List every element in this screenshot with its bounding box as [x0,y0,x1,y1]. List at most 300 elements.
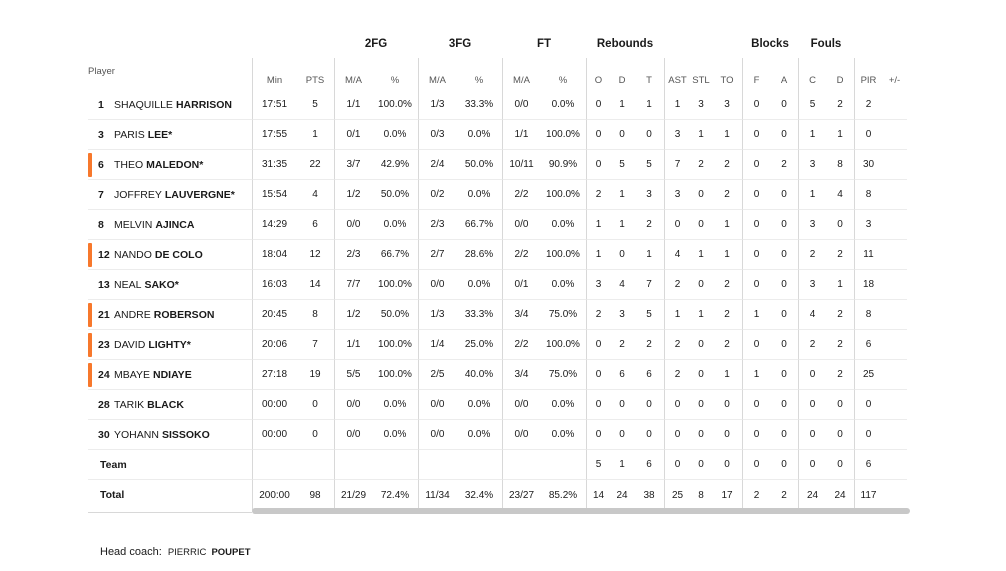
total-stat-ft_ma: 23/27 [502,480,540,510]
stat-pts: 14 [296,270,334,300]
player-number: 3 [98,128,104,141]
stat-fg2_ma: 0/0 [334,210,372,240]
stat-ft_ma: 2/2 [502,330,540,360]
column-header-foul_d: D [836,75,844,86]
stat-blk_f: 0 [742,150,770,180]
table-baseline [88,512,252,513]
stat-blk_a: 0 [770,390,798,420]
stat-fg3_ma: 0/0 [418,420,456,450]
horizontal-scrollbar[interactable] [252,508,910,514]
stat-min: 14:29 [252,210,296,240]
stat-reb_t: 2 [634,330,664,360]
stat-reb_o: 0 [586,120,610,150]
stat-to: 1 [712,240,742,270]
player-last-name: DE COLO [154,248,203,261]
column-header-fg2_ma: M/A [334,58,372,90]
player-last-name: ROBERSON [153,308,215,321]
stat-pm [882,120,907,150]
group-header-empty [854,38,907,58]
stat-min: 17:51 [252,90,296,120]
team-stat-fg2_pct [372,450,418,480]
stat-ft_ma: 0/0 [502,90,540,120]
stat-fg3_pct: 25.0% [456,330,502,360]
column-header-stl: STL [692,75,710,86]
stat-blk_f: 0 [742,90,770,120]
starter-indicator [88,243,92,267]
stat-ft_pct: 0.0% [540,390,586,420]
total-stat-pm [882,480,907,510]
stat-foul_d: 2 [826,300,854,330]
stat-blk_f: 0 [742,270,770,300]
stat-pir: 0 [854,390,882,420]
stat-fg2_ma: 1/2 [334,180,372,210]
stat-fg3_pct: 0.0% [456,120,502,150]
stat-blk_f: 0 [742,390,770,420]
stat-foul_d: 0 [826,420,854,450]
stat-foul_d: 2 [826,240,854,270]
stat-ft_pct: 0.0% [540,210,586,240]
player-number: 7 [98,188,104,201]
stat-blk_f: 0 [742,210,770,240]
stat-reb_d: 6 [610,360,634,390]
stat-foul_d: 1 [826,270,854,300]
stat-pir: 11 [854,240,882,270]
stat-ft_ma: 10/11 [502,150,540,180]
total-stat-reb_t: 38 [643,489,655,501]
player-name[interactable] [88,420,252,450]
stat-ft_pct: 100.0% [540,330,586,360]
column-header-to: TO [720,75,734,86]
player-name[interactable] [88,150,252,180]
column-header-ast: AST [664,58,690,90]
player-name[interactable] [88,330,252,360]
stat-pts: 0 [296,420,334,450]
stat-blk_f: 1 [742,300,770,330]
stat-fg3_pct: 33.3% [456,300,502,330]
stat-min: 15:54 [252,180,296,210]
stat-reb_t: 0 [634,390,664,420]
stat-pm [882,330,907,360]
stat-ast: 2 [664,330,690,360]
box-score-table [88,38,910,510]
stat-pts: 7 [296,330,334,360]
stat-pm [882,420,907,450]
stat-fg2_pct: 100.0% [372,270,418,300]
stat-ft_pct: 0.0% [540,90,586,120]
column-header-min: Min [252,58,296,90]
player-name[interactable] [88,270,252,300]
player-last-name: BLACK [147,398,184,411]
stat-to: 3 [712,90,742,120]
stat-fg3_ma: 1/4 [418,330,456,360]
starter-indicator [88,363,92,387]
group-header-empty [252,38,296,58]
stat-min: 20:45 [252,300,296,330]
stat-pm [882,270,907,300]
stat-ast: 2 [664,270,690,300]
stat-ft_pct: 75.0% [540,360,586,390]
stat-reb_d: 3 [610,300,634,330]
column-header-pm: +/- [888,75,901,86]
team-stat-pm [882,450,907,480]
stat-reb_d: 5 [610,150,634,180]
stat-stl: 0 [690,210,712,240]
player-last-name: LIGHTY* [148,338,191,351]
stat-min: 16:03 [252,270,296,300]
stat-reb_o: 1 [586,240,610,270]
stat-fg3_pct: 33.3% [456,90,502,120]
player-number: 28 [98,398,110,411]
player-number: 23 [98,338,110,351]
stat-ast: 1 [664,300,690,330]
stat-to: 2 [712,330,742,360]
player-first-name: SHAQUILLE [114,98,173,111]
stat-ast: 0 [664,420,690,450]
group-header-empty [88,38,252,58]
stat-stl: 0 [690,330,712,360]
stat-fg2_pct: 0.0% [372,210,418,240]
player-name[interactable] [88,390,252,420]
total-stat-min: 200:00 [252,480,296,510]
stat-reb_t: 0 [634,420,664,450]
stat-reb_d: 0 [610,120,634,150]
player-name[interactable] [88,240,252,270]
player-first-name: YOHANN [114,428,159,441]
stat-pir: 2 [854,90,882,120]
stat-blk_f: 0 [742,240,770,270]
stat-fg2_pct: 50.0% [372,300,418,330]
stat-reb_o: 1 [586,210,610,240]
head-coach-label: Head coach: [100,546,162,558]
stat-fg3_ma: 2/4 [418,150,456,180]
stat-fg3_ma: 2/7 [418,240,456,270]
stat-ft_pct: 100.0% [540,240,586,270]
player-number: 1 [98,98,104,111]
stat-stl: 1 [690,120,712,150]
stat-reb_t: 5 [634,150,664,180]
stat-pir: 8 [854,180,882,210]
total-stat-foul_d: 24 [834,489,846,501]
stat-ft_pct: 0.0% [540,270,586,300]
stat-foul_d: 8 [826,150,854,180]
stat-reb_t: 3 [634,180,664,210]
stat-reb_d: 0 [610,420,634,450]
stat-reb_t: 5 [634,300,664,330]
stat-pir: 8 [854,300,882,330]
stat-reb_d: 0 [610,240,634,270]
stat-stl: 2 [690,150,712,180]
stat-pm [882,210,907,240]
stat-blk_a: 0 [770,180,798,210]
player-number: 6 [98,158,104,171]
player-last-name: LAUVERGNE* [164,188,235,201]
stat-to: 0 [712,390,742,420]
stat-reb_t: 2 [634,210,664,240]
stat-fg2_ma: 0/0 [334,420,372,450]
stat-foul_c: 0 [798,360,826,390]
total-stat-pts: 98 [309,489,321,501]
stat-ft_ma: 0/0 [502,390,540,420]
stat-foul_c: 1 [798,180,826,210]
starter-indicator [88,303,92,327]
stat-reb_o: 3 [586,270,610,300]
stat-to: 1 [712,120,742,150]
column-header-foul_c: C [798,58,826,90]
stat-reb_o: 0 [586,330,610,360]
group-header-fouls: Fouls [810,38,842,50]
stat-pir: 3 [854,210,882,240]
player-last-name: SAKO* [144,278,179,291]
stat-ft_ma: 3/4 [502,360,540,390]
player-number: 21 [98,308,110,321]
player-name[interactable] [88,90,252,120]
stat-fg3_pct: 0.0% [456,420,502,450]
stat-ft_pct: 0.0% [540,420,586,450]
player-number: 12 [98,248,110,261]
stat-reb_d: 1 [610,210,634,240]
stat-stl: 0 [690,360,712,390]
team-stat-stl: 0 [690,450,712,480]
stat-foul_d: 0 [826,390,854,420]
team-stat-foul_d: 0 [826,450,854,480]
column-header-ft_ma: M/A [502,58,540,90]
stat-fg3_ma: 1/3 [418,90,456,120]
stat-fg3_pct: 0.0% [456,180,502,210]
total-stat-fg2_pct: 72.4% [380,489,410,501]
stat-reb_d: 4 [610,270,634,300]
total-stat-foul_c: 24 [798,480,826,510]
stat-fg3_pct: 40.0% [456,360,502,390]
stat-foul_c: 0 [798,390,826,420]
player-name[interactable] [88,210,252,240]
team-stat-reb_d: 1 [610,450,634,480]
stat-fg2_ma: 7/7 [334,270,372,300]
group-header-ft: FT [536,38,552,50]
stat-blk_f: 0 [742,420,770,450]
stat-blk_a: 0 [770,120,798,150]
stat-blk_a: 0 [770,90,798,120]
team-stat-ft_ma [502,450,540,480]
stat-foul_d: 4 [826,180,854,210]
column-header-blk_a: A [780,75,788,86]
total-stat-reb_d: 24 [616,489,628,501]
team-stat-reb_o: 5 [586,450,610,480]
stat-fg3_pct: 50.0% [456,150,502,180]
stat-ast: 3 [664,120,690,150]
stat-foul_d: 0 [826,210,854,240]
total-stat-fg3_ma: 11/34 [418,480,456,510]
stat-foul_c: 2 [798,240,826,270]
stat-pir: 0 [854,120,882,150]
stat-ft_ma: 0/0 [502,210,540,240]
stat-blk_a: 0 [770,420,798,450]
player-last-name: LEE* [147,128,173,141]
team-label: Team [88,450,252,480]
stat-reb_o: 0 [586,420,610,450]
stat-reb_t: 1 [634,240,664,270]
stat-pir: 0 [854,420,882,450]
stat-fg2_pct: 0.0% [372,120,418,150]
player-last-name: HARRISON [175,98,232,111]
player-first-name: NANDO [114,248,152,261]
group-header-blocks: Blocks [751,38,789,50]
stat-foul_c: 0 [798,420,826,450]
stat-reb_o: 2 [586,180,610,210]
stat-blk_a: 0 [770,210,798,240]
stat-stl: 0 [690,390,712,420]
team-stat-min [252,450,296,480]
player-first-name: DAVID [114,338,146,351]
stat-stl: 3 [690,90,712,120]
stat-reb_o: 0 [586,150,610,180]
head-coach [100,546,251,558]
total-stat-fg3_pct: 32.4% [464,489,494,501]
stat-ast: 1 [664,90,690,120]
stat-blk_f: 0 [742,330,770,360]
stat-stl: 0 [690,420,712,450]
player-name[interactable] [88,300,252,330]
stat-fg3_pct: 0.0% [456,270,502,300]
team-stat-ast: 0 [664,450,690,480]
stat-fg3_pct: 0.0% [456,390,502,420]
stat-pts: 0 [296,390,334,420]
column-header-reb_d: D [618,75,626,86]
group-header-fg2: 2FG [364,38,388,50]
stat-fg2_pct: 100.0% [372,330,418,360]
head-coach-first-name: PIERRIC [167,547,207,558]
stat-foul_c: 5 [798,90,826,120]
stat-reb_o: 0 [586,360,610,390]
stat-to: 1 [712,210,742,240]
stat-ft_ma: 2/2 [502,180,540,210]
stat-blk_a: 0 [770,300,798,330]
stat-ft_pct: 90.9% [540,150,586,180]
stat-min: 31:35 [252,150,296,180]
stat-fg3_pct: 28.6% [456,240,502,270]
total-stat-ft_pct: 85.2% [548,489,578,501]
stat-blk_f: 1 [742,360,770,390]
column-header-reb_o: O [586,58,610,90]
player-first-name: PARIS [114,128,145,141]
head-coach-last-name: POUPET [211,547,251,558]
stat-pir: 18 [854,270,882,300]
stat-foul_d: 2 [826,330,854,360]
stat-ast: 7 [664,150,690,180]
stat-pts: 8 [296,300,334,330]
player-name[interactable] [88,180,252,210]
total-stat-pir: 117 [854,480,882,510]
stat-fg2_pct: 0.0% [372,390,418,420]
player-first-name: JOFFREY [114,188,162,201]
player-name[interactable] [88,360,252,390]
stat-min: 20:06 [252,330,296,360]
total-stat-ast: 25 [664,480,690,510]
stat-foul_c: 4 [798,300,826,330]
stat-reb_o: 0 [586,390,610,420]
stat-fg2_pct: 50.0% [372,180,418,210]
total-stat-to: 17 [721,489,733,501]
stat-foul_d: 1 [826,120,854,150]
player-first-name: NEAL [114,278,142,291]
stat-fg2_ma: 0/1 [334,120,372,150]
stat-pts: 4 [296,180,334,210]
stat-fg2_pct: 0.0% [372,420,418,450]
stat-pts: 19 [296,360,334,390]
team-stat-pts [296,450,334,480]
team-stat-to: 0 [712,450,742,480]
group-header-fg3: 3FG [448,38,472,50]
column-header-fg3_pct: % [474,75,484,86]
player-first-name: ANDRE [114,308,151,321]
stat-fg2_ma: 5/5 [334,360,372,390]
column-header-fg2_pct: % [390,75,400,86]
stat-pts: 12 [296,240,334,270]
stat-stl: 0 [690,180,712,210]
stat-pts: 22 [296,150,334,180]
group-header-rebounds: Rebounds [596,38,654,50]
player-name[interactable] [88,120,252,150]
stat-min: 00:00 [252,390,296,420]
stat-fg2_pct: 100.0% [372,360,418,390]
stat-reb_d: 0 [610,390,634,420]
group-header-empty [296,38,334,58]
stat-pir: 6 [854,330,882,360]
team-stat-foul_c: 0 [798,450,826,480]
stat-to: 2 [712,270,742,300]
stat-pir: 25 [854,360,882,390]
stat-foul_c: 1 [798,120,826,150]
stat-blk_a: 0 [770,330,798,360]
stat-to: 2 [712,180,742,210]
total-stat-blk_f: 2 [742,480,770,510]
stat-fg3_ma: 0/0 [418,270,456,300]
group-header-empty [664,38,742,58]
stat-pts: 6 [296,210,334,240]
stat-reb_d: 1 [610,180,634,210]
player-last-name: MALEDON* [146,158,204,171]
column-header-player: Player [88,66,115,77]
total-stat-fg2_ma: 21/29 [334,480,372,510]
player-first-name: MELVIN [114,218,153,231]
column-header-pir: PIR [854,58,882,90]
stat-blk_f: 0 [742,180,770,210]
player-last-name: SISSOKO [161,428,210,441]
column-header-ft_pct: % [558,75,568,86]
team-stat-ft_pct [540,450,586,480]
stat-pm [882,180,907,210]
player-last-name: NDIAYE [152,368,192,381]
stat-ft_ma: 3/4 [502,300,540,330]
stat-pm [882,360,907,390]
total-stat-blk_a: 2 [781,489,787,501]
stat-blk_f: 0 [742,120,770,150]
team-stat-reb_t: 6 [634,450,664,480]
total-stat-stl: 8 [698,489,704,501]
stat-to: 2 [712,300,742,330]
stat-ft_ma: 2/2 [502,240,540,270]
stat-blk_a: 0 [770,360,798,390]
stat-ft_ma: 1/1 [502,120,540,150]
stat-fg2_ma: 0/0 [334,390,372,420]
stat-to: 2 [712,150,742,180]
stat-fg2_ma: 3/7 [334,150,372,180]
player-number: 13 [98,278,110,291]
stat-foul_d: 2 [826,90,854,120]
player-first-name: TARIK [114,398,145,411]
stat-reb_t: 0 [634,120,664,150]
stat-foul_c: 3 [798,210,826,240]
stat-foul_c: 3 [798,270,826,300]
